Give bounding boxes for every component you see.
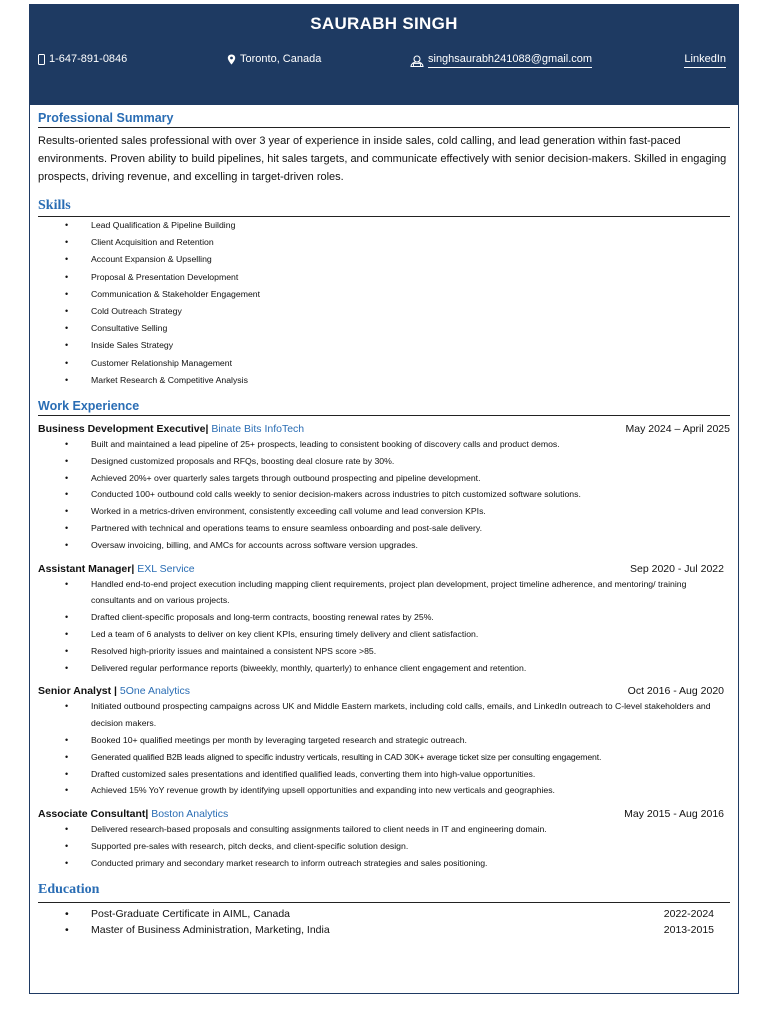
job-bullet: • Oversaw invoicing, billing, and AMCs for accounts across software version upgrades. <box>38 537 730 554</box>
education-years: 2013-2015 <box>663 923 714 936</box>
education-years: 2022-2024 <box>663 907 714 920</box>
job-title-line <box>38 562 195 576</box>
job-bullet: • Supported pre-sales with research, pitch decks, and client-specific solution design. <box>38 838 730 855</box>
job-dates: Sep 2020 - Jul 2022 <box>630 562 724 575</box>
job-bullets <box>38 698 730 799</box>
company-name: EXL Service <box>137 562 195 575</box>
phone-number: 1-647-891-0846 <box>49 53 128 65</box>
job-bullet: • Generated qualified B2B leads aligned to specific industry verticals, resulting in CAD 30K+ average ticket size per consulting engagement. <box>38 749 730 766</box>
skill-item: • Communication & Stakeholder Engagement <box>38 286 730 303</box>
job-title: Business Development Executive| <box>38 423 209 436</box>
job-title: Associate Consultant| <box>38 808 149 821</box>
skill-item: • Account Expansion & Upselling <box>38 251 730 268</box>
job-bullet: • Worked in a metrics-driven environment, consistently exceeding call volume and lead conversion KPIs. <box>38 503 730 520</box>
education-item <box>38 922 730 938</box>
skills-list <box>38 217 730 389</box>
linkedin-link[interactable]: LinkedIn <box>684 53 726 68</box>
job-bullet: • Resolved high-priority issues and maintained a consistent NPS score >85. <box>38 643 730 660</box>
job-header <box>38 562 730 576</box>
contact-email[interactable] <box>410 53 592 68</box>
company-name: Binate Bits InfoTech <box>211 423 305 436</box>
job-bullet: • Conducted primary and secondary market research to inform outreach strategies and sales positioning. <box>38 855 730 872</box>
company-name: 5One Analytics <box>119 685 190 698</box>
skill-item: • Client Acquisition and Retention <box>38 234 730 251</box>
job-entry <box>38 422 730 554</box>
job-dates: May 2024 – April 2025 <box>625 423 730 436</box>
skill-item: • Lead Qualification & Pipeline Building <box>38 217 730 234</box>
job-bullet: • Delivered regular performance reports (biweekly, monthly, quarterly) to enhance client engagement and retention. <box>38 660 730 677</box>
contact-phone <box>38 53 127 65</box>
location-text: Toronto, Canada <box>240 53 322 65</box>
job-title-line <box>38 807 228 821</box>
skill-item: • Consultative Selling <box>38 320 730 337</box>
resume-page <box>29 4 739 994</box>
job-bullet: • Partnered with technical and operations teams to ensure seamless onboarding and post-sale delivery. <box>38 520 730 537</box>
email-link[interactable]: singhsaurabh241088@gmail.com <box>428 53 592 68</box>
job-bullets <box>38 821 730 871</box>
skill-item: • Market Research & Competitive Analysis <box>38 372 730 389</box>
job-bullet: • Drafted client-specific proposals and long-term contracts, boosting renewal rates by 25%. <box>38 609 730 626</box>
education-degree: • Post-Graduate Certificate in AIML, Canada <box>91 907 291 920</box>
job-bullet: • Led a team of 6 analysts to deliver on key client KPIs, ensuring timely delivery and client satisfaction. <box>38 626 730 643</box>
education-heading: Education <box>38 882 730 903</box>
contact-bar <box>30 53 738 75</box>
job-header <box>38 684 730 698</box>
summary-text: Results-oriented sales professional with over 3 year of experience in inside sales, cold calling, and lead generation within fast-paced environments. Proven ability to build pipelines, hit sales targets, and communicate effectively with senior decision-makers. Skilled in engaging prospects, driving revenue, and excelling in target-driven roles. <box>38 135 727 183</box>
job-bullet: • Conducted 100+ outbound cold calls weekly to senior decision-makers across industries to pitch customized software solutions. <box>38 486 730 503</box>
job-entry <box>38 807 730 871</box>
email-icon <box>410 55 424 67</box>
education-section <box>30 882 738 938</box>
job-bullets <box>38 436 730 554</box>
skill-item: • Inside Sales Strategy <box>38 337 730 354</box>
job-title-line <box>38 422 304 436</box>
phone-icon <box>38 54 45 65</box>
company-name: Boston Analytics <box>151 808 229 821</box>
job-bullet: • Booked 10+ qualified meetings per month by leveraging targeted research and strategic outreach. <box>38 732 730 749</box>
job-title: Senior Analyst | <box>38 685 117 698</box>
education-item <box>38 906 730 922</box>
skills-section <box>30 198 738 389</box>
skill-item: • Cold Outreach Strategy <box>38 303 730 320</box>
summary-heading: Professional Summary <box>38 103 730 128</box>
job-title-line <box>38 684 190 698</box>
education-degree: • Master of Business Administration, Marketing, India <box>91 923 330 936</box>
contact-linkedin[interactable] <box>684 53 726 68</box>
job-bullet: • Initiated outbound prospecting campaigns across UK and Middle Eastern markets, including cold calls, emails, and LinkedIn outreach to C-level stakeholders and decision makers. <box>38 698 730 732</box>
job-dates: Oct 2016 - Aug 2020 <box>627 685 724 698</box>
job-bullet: • Designed customized proposals and RFQs, boosting deal closure rate by 30%. <box>38 453 730 470</box>
contact-location <box>227 53 321 65</box>
job-bullet: • Built and maintained a lead pipeline of 25+ prospects, leading to consistent booking of discovery calls and product demos. <box>38 436 730 453</box>
job-bullet: • Achieved 15% YoY revenue growth by identifying upsell opportunities and expanding into new verticals and geographies. <box>38 782 730 799</box>
job-entry <box>38 562 730 677</box>
skill-item: • Proposal & Presentation Development <box>38 269 730 286</box>
experience-section <box>30 399 738 872</box>
job-bullet: • Handled end-to-end project execution including mapping client requirements, project plan development, project timeline adherence, and mentoring/ training consultants and on various projects. <box>38 576 730 610</box>
experience-heading: Work Experience <box>38 399 730 416</box>
candidate-name: SAURABH SINGH <box>310 14 458 33</box>
job-header <box>38 422 730 436</box>
job-entry <box>38 684 730 799</box>
location-pin-icon <box>227 54 236 65</box>
skill-item: • Customer Relationship Management <box>38 355 730 372</box>
summary-section <box>30 103 738 186</box>
resume-header <box>30 5 738 105</box>
job-dates: May 2015 - Aug 2016 <box>624 808 724 821</box>
job-bullet: • Drafted customized sales presentations and identified qualified leads, converting them into high-value opportunities. <box>38 766 730 783</box>
job-bullet: • Delivered research-based proposals and consulting assignments tailored to client needs in IT and engineering domain. <box>38 821 730 838</box>
skills-heading: Skills <box>38 198 730 217</box>
job-header <box>38 807 730 821</box>
job-bullet: • Achieved 20%+ over quarterly sales targets through outbound prospecting and pipeline development. <box>38 470 730 487</box>
job-title: Assistant Manager| <box>38 562 135 575</box>
job-bullets <box>38 576 730 677</box>
